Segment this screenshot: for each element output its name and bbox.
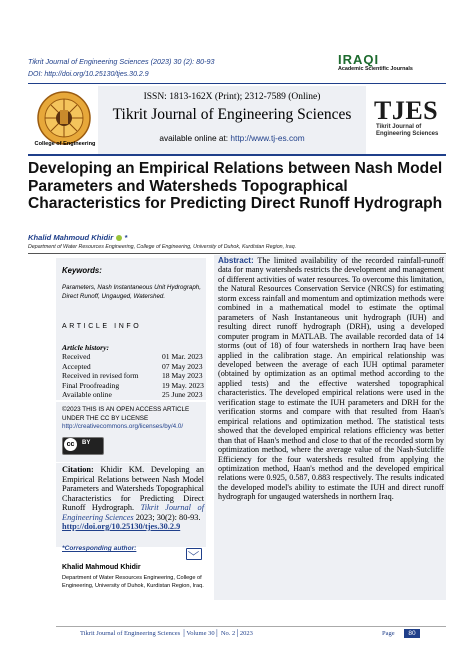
footer-rule xyxy=(56,626,446,627)
history-row xyxy=(62,362,210,372)
author-line xyxy=(28,233,127,242)
abstract-heading: Abstract: xyxy=(218,256,254,265)
journal-website-link[interactable]: http://www.tj-es.com xyxy=(230,133,305,143)
footer-journal: Tikrit Journal of Engineering Sciences │Volume 30│ No. 2│2023 xyxy=(80,630,253,637)
iraqi-logo-subtitle: Academic Scientific Journals xyxy=(338,66,413,72)
email-icon[interactable] xyxy=(186,548,202,560)
keywords-text: Parameters, Nash Instantaneous Unit Hydrograph, Direct Runoff, Ungauged, Watershed. xyxy=(62,284,201,301)
history-date: 01 Mar. 2023 xyxy=(162,352,203,361)
by-icon: BY xyxy=(82,440,91,446)
history-label: Available online xyxy=(62,390,112,399)
doi-line[interactable]: DOI: http://doi.org/10.25130/tjes.30.2.9 xyxy=(28,71,149,78)
citation-text xyxy=(62,465,204,532)
license-text-block xyxy=(62,406,202,432)
history-date: 25 June 2023 xyxy=(162,390,203,399)
history-heading: Article history: xyxy=(62,343,110,352)
footer-page-number: 80 xyxy=(404,629,420,638)
history-date: 07 May 2023 xyxy=(162,361,203,371)
article-info-heading: ARTICLE INFO xyxy=(62,323,142,330)
available-prefix: available online at: xyxy=(159,133,231,143)
license-text: ©2023 THIS IS AN OPEN ACCESS ARTICLE UNDER THE CC BY LICENSE xyxy=(62,406,190,422)
journal-citation-line: Tikrit Journal of Engineering Sciences (2023) 30 (2): 80-93 xyxy=(28,57,215,66)
author-name[interactable]: Khalid Mahmoud Khidir xyxy=(28,233,114,242)
keywords-heading: Keywords: xyxy=(62,266,102,275)
tjes-logo-subtitle: Tikrit Journal of Engineering Sciences xyxy=(376,124,439,137)
citation-doi-link[interactable]: http://doi.org/10.25130/tjes.30.2.9 xyxy=(62,522,181,531)
citation-journal: Tikrit Journal of Engineering Sciences xyxy=(62,503,204,522)
journal-title: Tikrit Journal of Engineering Sciences xyxy=(112,106,352,123)
author-mark: * xyxy=(124,233,128,242)
corresponding-author-label: *Corresponding author: xyxy=(62,545,137,552)
iraqi-logo xyxy=(338,52,448,72)
available-online-line xyxy=(98,133,366,143)
corresponding-author-affiliation: Department of Water Resources Engineering, College of Engineering, University of Duhok, Kurdistan Region, Iraq. xyxy=(62,575,204,590)
corresponding-author-name: Khalid Mahmoud Khidir xyxy=(62,564,141,571)
citation-label: Citation: xyxy=(62,465,94,474)
history-label: Received in revised form xyxy=(62,371,139,380)
footer-page-label: Page xyxy=(382,630,395,637)
abstract-text xyxy=(218,256,444,502)
history-date: 18 May 2023 xyxy=(162,371,203,380)
history-label: Received xyxy=(62,352,91,361)
abstract-body: The limited availability of the recorded rainfall-runoff data for many watersheds restricts the development and management of different activities of water resources. To overcome this limitation, the Natural Resources Conservation Service (NRCS) for estimating storm excess rainfall and momentum and optimization methods were combined in a mathematical model to estimate the optimal parameters of Nash Instantaneous unit hydrograph (IUH) and resulting direct runoff hydrograph (DRH), using a developed computer program in MATLAB. The available recorded data of 14 storms (out of 18) of four watersheds in northern Iraq have been applied in the calibration stage. An empirical relationship was developed between the average of each IUH optimal parameter (obtained by optimization as an optimal method according to the applied tests) and the effective watershed topographical characteristics. The developed empirical relations were used in the verification stage to estimate the IUH parameters and DRH for the verification storms and compare with that resulted from Haan's empirical relations and optimization method. The statistical tests showed that the developed empirical relations efficiency was better than that of Haan's method and close to that of the recorded storm by optimization method, where the average value of the Nash-Sutcliffe Efficiency for the four watersheds resulted from applying the optimization method, Haan's method and the developed empirical relations were 0.925, 0.587, 0.883 respectively. The results indicated the developed model's ability to estimate the IUH and direct runoff hydrograph for ungauged watersheds in northern Iraq. xyxy=(218,256,444,502)
orcid-icon[interactable] xyxy=(116,235,122,241)
history-date: 19 May. 2023 xyxy=(162,380,204,390)
history-row xyxy=(62,371,210,381)
history-row xyxy=(62,352,210,362)
author-affiliation: Department of Water Resources Engineering, College of Engineering, University of Duhok, Kurdistan Region, Iraq. xyxy=(28,244,297,250)
citation-body: Khidir KM. Developing an Empirical Relations between Nash Model Parameters and Watersheds Topographical Characteristics for Predicting Direct Runoff Hydrograph. xyxy=(62,465,204,512)
citation-volume: 2023; 30(2): 80-93. xyxy=(133,512,201,522)
tjes-logo: TJES xyxy=(374,96,439,125)
issn-line: ISSN: 1813-162X (Print); 2312-7589 (Online) xyxy=(143,92,321,102)
college-seal-icon xyxy=(36,90,92,146)
history-label: Final Proofreading xyxy=(62,380,120,390)
license-url-link[interactable]: http://creativecommons.org/licenses/by/4.0/ xyxy=(62,423,184,431)
iraqi-logo-text: IRAQI xyxy=(338,52,380,67)
header-rule-top xyxy=(28,83,446,84)
history-row xyxy=(62,381,210,391)
cc-icon: cc xyxy=(64,438,77,451)
header-rule-bottom xyxy=(28,154,446,156)
history-label: Accepted xyxy=(62,361,91,371)
history-row xyxy=(62,390,210,400)
college-label: College of Engineering xyxy=(34,141,96,147)
article-title: Developing an Empirical Relations between Nash Model Parameters and Watersheds Topographical Characteristics for Predicting Direct Runoff Hydrograph xyxy=(28,160,443,212)
title-rule xyxy=(28,253,446,254)
